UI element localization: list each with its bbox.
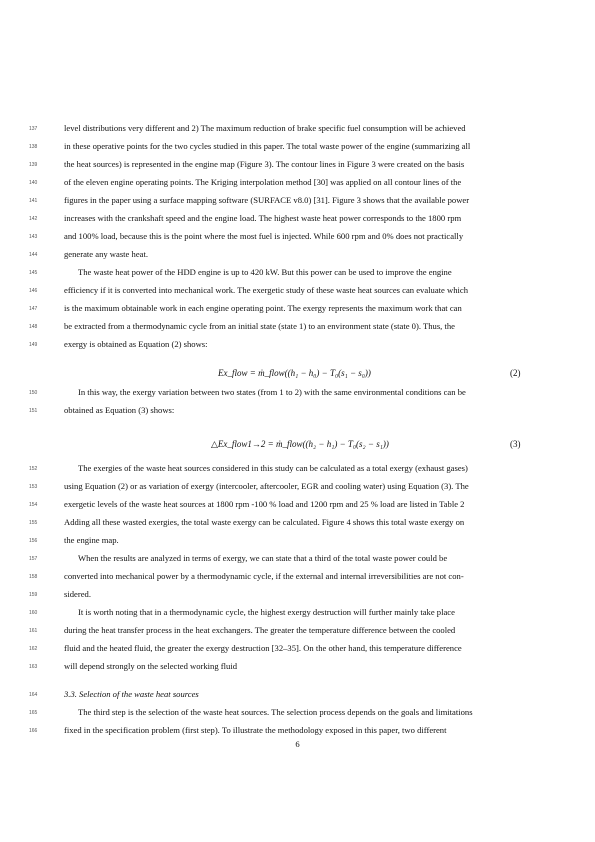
text-line: It is worth noting that in a thermodynamic cycle, the highest exergy destruction will further mainly take place bbox=[78, 608, 455, 617]
text-line: the engine map. bbox=[64, 536, 119, 545]
line-number: 138 bbox=[29, 144, 38, 150]
equation-3: △Ex_flow1→2 = ṁ_flow((h₂ − h₁) − T₀(s₂ − s₁)) bbox=[211, 439, 389, 449]
line-number: 139 bbox=[29, 162, 38, 168]
page-number: 6 bbox=[295, 739, 300, 749]
line-number: 141 bbox=[29, 198, 38, 204]
text-line: fluid and the heated fluid, the greater the exergy destruction [32–35]. On the other hand, this temperature difference bbox=[64, 644, 462, 653]
text-line: fixed in the specification problem (first step). To illustrate the methodology exposed in this paper, two different bbox=[64, 726, 447, 735]
line-number: 164 bbox=[29, 692, 38, 698]
line-number: 148 bbox=[29, 324, 38, 330]
line-number: 161 bbox=[29, 628, 38, 634]
text-line: When the results are analyzed in terms of exergy, we can state that a third of the total waste power could be bbox=[78, 554, 448, 563]
text-line: converted into mechanical power by a thermodynamic cycle, if the external and internal irreversibilities are not con- bbox=[64, 572, 464, 581]
equation-2: Ex_flow = ṁ_flow((h₁ − h₀) − T₀(s₁ − s₀)) bbox=[218, 368, 371, 378]
line-number: 147 bbox=[29, 306, 38, 312]
text-line: The third step is the selection of the waste heat sources. The selection process depends on the goals and limitations bbox=[78, 708, 473, 717]
line-number: 156 bbox=[29, 538, 38, 544]
text-line: is the maximum obtainable work in each engine operating point. The exergy represents the maximum work that can bbox=[64, 304, 462, 313]
line-number: 152 bbox=[29, 466, 38, 472]
text-line: exergetic levels of the waste heat sources at 1800 rpm -100 % load and 1200 rpm and 25 % load are listed in Table 2 bbox=[64, 500, 465, 509]
line-number: 166 bbox=[29, 728, 38, 734]
text-line: level distributions very different and 2) The maximum reduction of brake specific fuel consumption will be achieved bbox=[64, 124, 466, 133]
line-number: 153 bbox=[29, 484, 38, 490]
line-number: 149 bbox=[29, 342, 38, 348]
line-number: 145 bbox=[29, 270, 38, 276]
text-line: obtained as Equation (3) shows: bbox=[64, 406, 175, 415]
text-line: the heat sources) is represented in the engine map (Figure 3). The contour lines in Figure 3 were created on the basis bbox=[64, 160, 465, 169]
line-number: 162 bbox=[29, 646, 38, 652]
line-number: 163 bbox=[29, 664, 38, 670]
line-number: 143 bbox=[29, 234, 38, 240]
line-number: 165 bbox=[29, 710, 38, 716]
line-number: 159 bbox=[29, 592, 38, 598]
line-number: 142 bbox=[29, 216, 38, 222]
text-line: Adding all these wasted exergies, the total waste exergy can be calculated. Figure 4 shows this total waste exergy on bbox=[64, 518, 465, 527]
text-line: and 100% load, because this is the point where the most fuel is injected. While 600 rpm and 0% does not practically bbox=[64, 232, 464, 241]
line-number: 150 bbox=[29, 390, 38, 396]
line-number: 137 bbox=[29, 126, 38, 132]
text-line: increases with the crankshaft speed and the engine load. The highest waste heat power corresponds to the 1800 rpm bbox=[64, 214, 462, 223]
section-heading: 3.3. Selection of the waste heat sources bbox=[64, 689, 199, 699]
text-line: exergy is obtained as Equation (2) shows: bbox=[64, 340, 208, 349]
line-number: 151 bbox=[29, 408, 38, 414]
line-number: 157 bbox=[29, 556, 38, 562]
line-number: 158 bbox=[29, 574, 38, 580]
text-line: The exergies of the waste heat sources considered in this study can be calculated as a total exergy (exhaust gases) bbox=[78, 464, 468, 473]
line-number: 154 bbox=[29, 502, 38, 508]
text-line: generate any waste heat. bbox=[64, 250, 148, 259]
text-line: during the heat transfer process in the heat exchangers. The greater the temperature difference between the cooled bbox=[64, 626, 456, 635]
line-number: 146 bbox=[29, 288, 38, 294]
text-line: In this way, the exergy variation between two states (from 1 to 2) with the same environmental conditions can be bbox=[78, 388, 466, 397]
text-line: sidered. bbox=[64, 590, 91, 599]
line-number: 144 bbox=[29, 252, 38, 258]
equation-number: (2) bbox=[510, 368, 521, 378]
text-line: The waste heat power of the HDD engine is up to 420 kW. But this power can be used to improve the engine bbox=[78, 268, 452, 277]
text-line: will depend strongly on the selected working fluid bbox=[64, 662, 238, 671]
text-line: using Equation (2) or as variation of exergy (intercooler, aftercooler, EGR and cooling water) using Equation (3). The bbox=[64, 482, 469, 491]
text-line: of the eleven engine operating points. The Kriging interpolation method [30] was applied on all contour lines of the bbox=[64, 178, 462, 187]
line-number: 155 bbox=[29, 520, 38, 526]
text-line: be extracted from a thermodynamic cycle from an initial state (state 1) to an environment state (state 0). Thus, the bbox=[64, 322, 455, 331]
text-line: figures in the paper using a surface mapping software (SURFACE v8.0) [31]. Figure 3 shows that the available power bbox=[64, 196, 470, 205]
line-number: 140 bbox=[29, 180, 38, 186]
line-number: 160 bbox=[29, 610, 38, 616]
text-line: efficiency if it is converted into mechanical work. The exergetic study of these waste heat sources can evaluate which bbox=[64, 286, 468, 295]
text-line: in these operative points for the two cycles studied in this paper. The total waste power of the engine (summarizing all bbox=[64, 142, 471, 151]
equation-number: (3) bbox=[510, 439, 521, 449]
